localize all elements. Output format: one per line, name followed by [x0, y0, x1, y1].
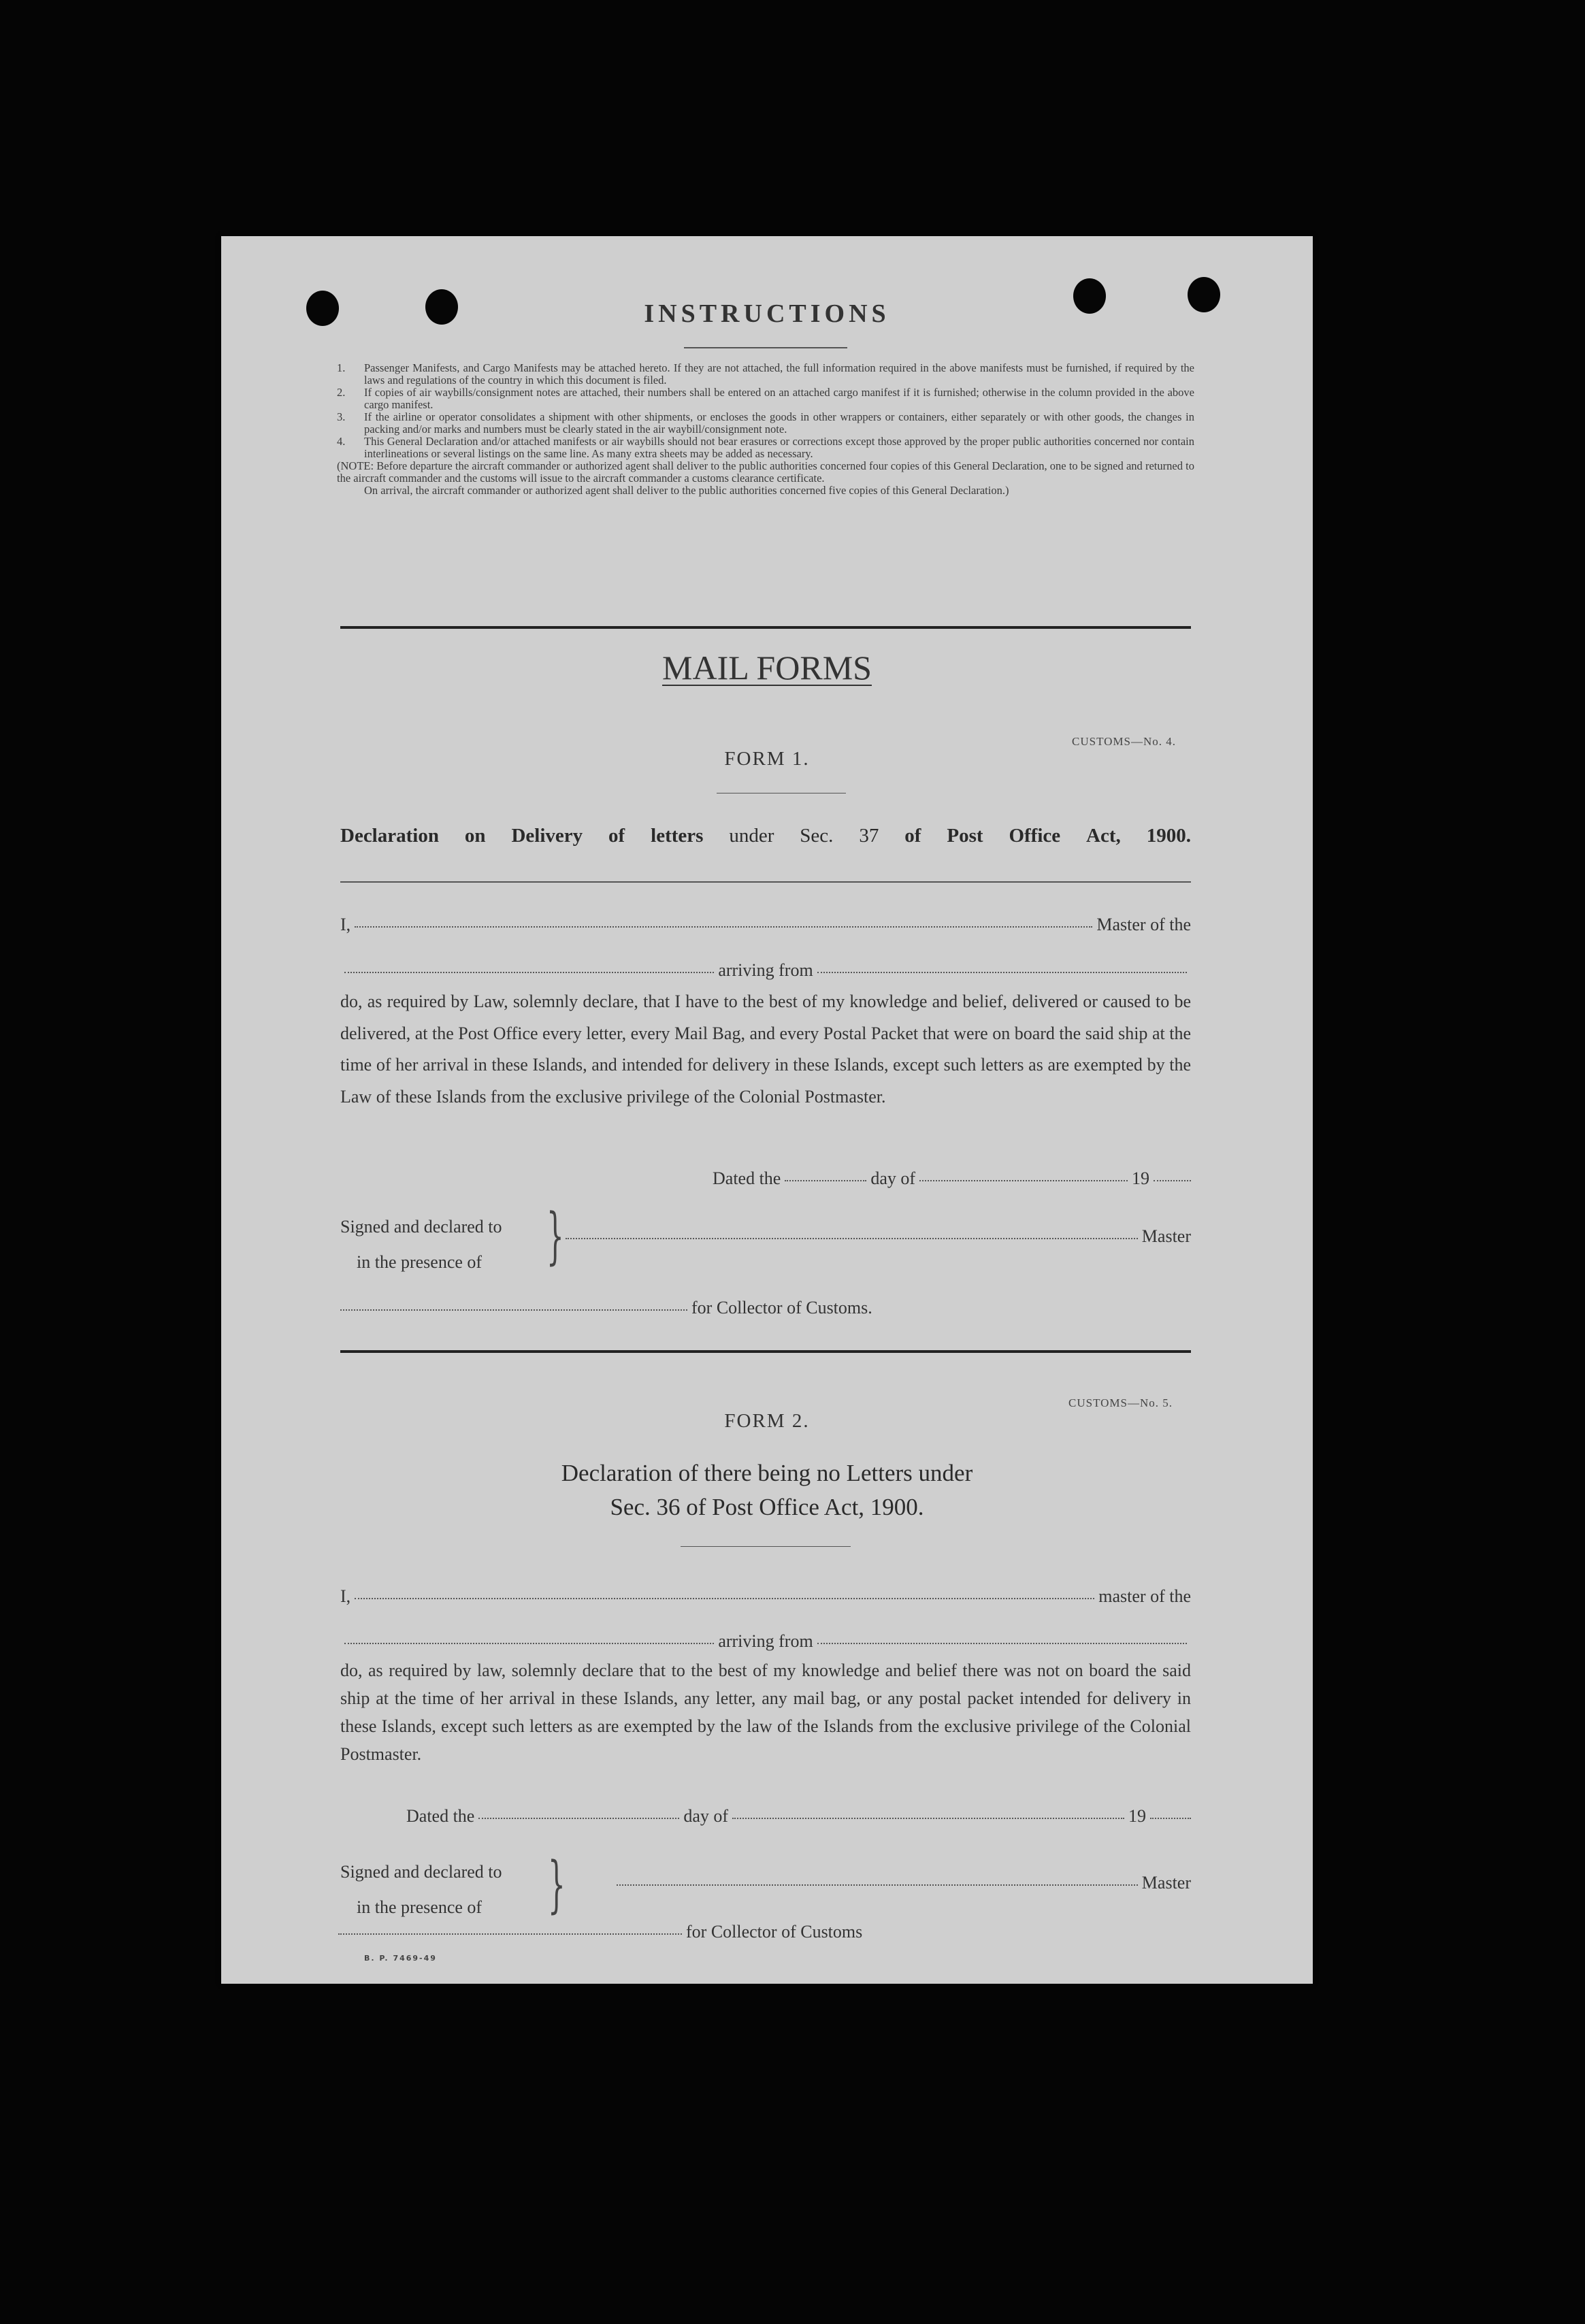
- form1-heading: Declaration on Delivery of letters under Sec. 37 of Post Office Act, 1900.: [340, 825, 1191, 847]
- form1-dated-line: Dated the day of 19: [713, 1168, 1191, 1189]
- form2-arriving-line: arriving from: [340, 1631, 1191, 1652]
- form2-dated-line: Dated the day of 19: [406, 1806, 1191, 1827]
- form1-declaration-text: do, as required by Law, solemnly declare, that I have to the best of my knowledge and belief, delivered or caused to be delivered, at the Post Office every letter, every Mail Bag, and every Postal Packet that were on board the said ship at the time of her arrival in these Islands, and intended for delivery in these Islands, except such letters as are exempted by the Law of these Islands from the exclusive privilege of the Colonial Postmaster.: [340, 992, 1191, 1107]
- form2-date-month-field[interactable]: [732, 1818, 1124, 1819]
- instruction-item: 2. If copies of air waybills/consignment notes are attached, their numbers shall be entered on an attached cargo manifest if it is furnished; otherwise in the column provided in the above cargo manifest.: [337, 386, 1194, 411]
- instruction-item: 3. If the airline or operator consolidates a shipment with other shipments, or encloses the goods in other wrappers or containers, either separately or with other goods, the changes in packing and/or marks and numbers must be clearly stated in the air waybill/consignment note.: [337, 410, 1194, 436]
- form1-master-signature-line: Master: [561, 1226, 1191, 1247]
- form2-ship-field[interactable]: [344, 1643, 714, 1644]
- form2-collector-line: for Collector of Customs: [338, 1922, 951, 1942]
- form1-brace: }: [546, 1200, 564, 1272]
- section-divider-top: [340, 626, 1191, 629]
- instructions-title: INSTRUCTIONS: [644, 299, 890, 328]
- form1-master-line: I, Master of the: [340, 915, 1191, 934]
- form1-name-field[interactable]: [355, 926, 1092, 928]
- document-page: [221, 236, 1313, 1984]
- form2-brace: }: [548, 1849, 566, 1920]
- form1-arriving-line: arriving from: [340, 960, 1191, 981]
- form2-declaration-text: do, as required by law, solemnly declare that to the best of my knowledge and belief there was not on board the said ship at the time of her arrival in these Islands, any letter, any mail bag, or any postal packet intended for delivery in these Islands, except such letters as are exempted by the law of the Islands from the exclusive privilege of the Colonial Postmaster.: [340, 1660, 1191, 1764]
- form2-master-signature-field[interactable]: [617, 1884, 1138, 1886]
- form2-signed-label: Signed and declared to in the presence of: [340, 1862, 502, 1917]
- instruction-item: 1. Passenger Manifests, and Cargo Manifests may be attached hereto. If they are not attached, the full information required in the above manifests must be furnished, if required by the laws and regulations of the country in which this document is filed.: [337, 361, 1194, 387]
- form2-collector-signature-field[interactable]: [338, 1933, 682, 1935]
- form1-collector-signature-field[interactable]: [340, 1309, 687, 1311]
- form1-date-month-field[interactable]: [919, 1180, 1128, 1181]
- form2-date-day-field[interactable]: [478, 1818, 679, 1819]
- form2-name-field[interactable]: [355, 1598, 1094, 1599]
- form1-signed-label: Signed and declared to in the presence of: [340, 1217, 502, 1272]
- form1-master-signature-field[interactable]: [566, 1238, 1138, 1239]
- form1-date-year-field[interactable]: [1154, 1180, 1191, 1181]
- print-code: B. P. 7469-49: [364, 1954, 437, 1963]
- form2-customs-number: CUSTOMS—No. 5.: [1068, 1396, 1173, 1409]
- instructions-list: [337, 362, 1194, 497]
- form2-arriving-from-field[interactable]: [817, 1643, 1187, 1644]
- form1-label: FORM 1.: [724, 748, 810, 770]
- form1-customs-number: CUSTOMS—No. 4.: [1072, 735, 1177, 748]
- form2-heading: Declaration of there being no Letters under Sec. 36 of Post Office Act, 1900.: [561, 1460, 973, 1520]
- form1-date-day-field[interactable]: [785, 1180, 866, 1181]
- form1-collector-line: for Collector of Customs.: [340, 1298, 953, 1318]
- form2-label: FORM 2.: [724, 1410, 810, 1432]
- form1-ship-field[interactable]: [344, 972, 714, 973]
- form2-master-line: I, master of the: [340, 1586, 1191, 1606]
- form1-arriving-from-field[interactable]: [817, 972, 1187, 973]
- form1-heading-rule: [340, 881, 1191, 883]
- form2-heading-rule: [681, 1546, 851, 1547]
- form2-master-signature-line: Master: [612, 1873, 1191, 1893]
- instructions-title-rule: [684, 347, 847, 348]
- section-divider-middle: [340, 1350, 1191, 1353]
- instruction-item: 4. This General Declaration and/or attached manifests or air waybills should not bear erasures or corrections except those approved by the proper public authorities concerned nor contain interlineations or several listings on the same line. As many extra sheets may be added as necessary.: [337, 435, 1194, 460]
- mail-forms-title: MAIL FORMS: [662, 649, 872, 687]
- form2-date-year-field[interactable]: [1150, 1818, 1191, 1819]
- instruction-note: (NOTE: Before departure the aircraft commander or authorized agent shall deliver to the public authorities concerned four copies of this General Declaration, one to be signed and returned to the aircraft commander and the customs will issue to the aircraft commander a customs clearance certificate. On arrival, the aircraft commander or authorized agent shall deliver to the public authorities concerned five copies of this General Declaration.): [337, 459, 1194, 497]
